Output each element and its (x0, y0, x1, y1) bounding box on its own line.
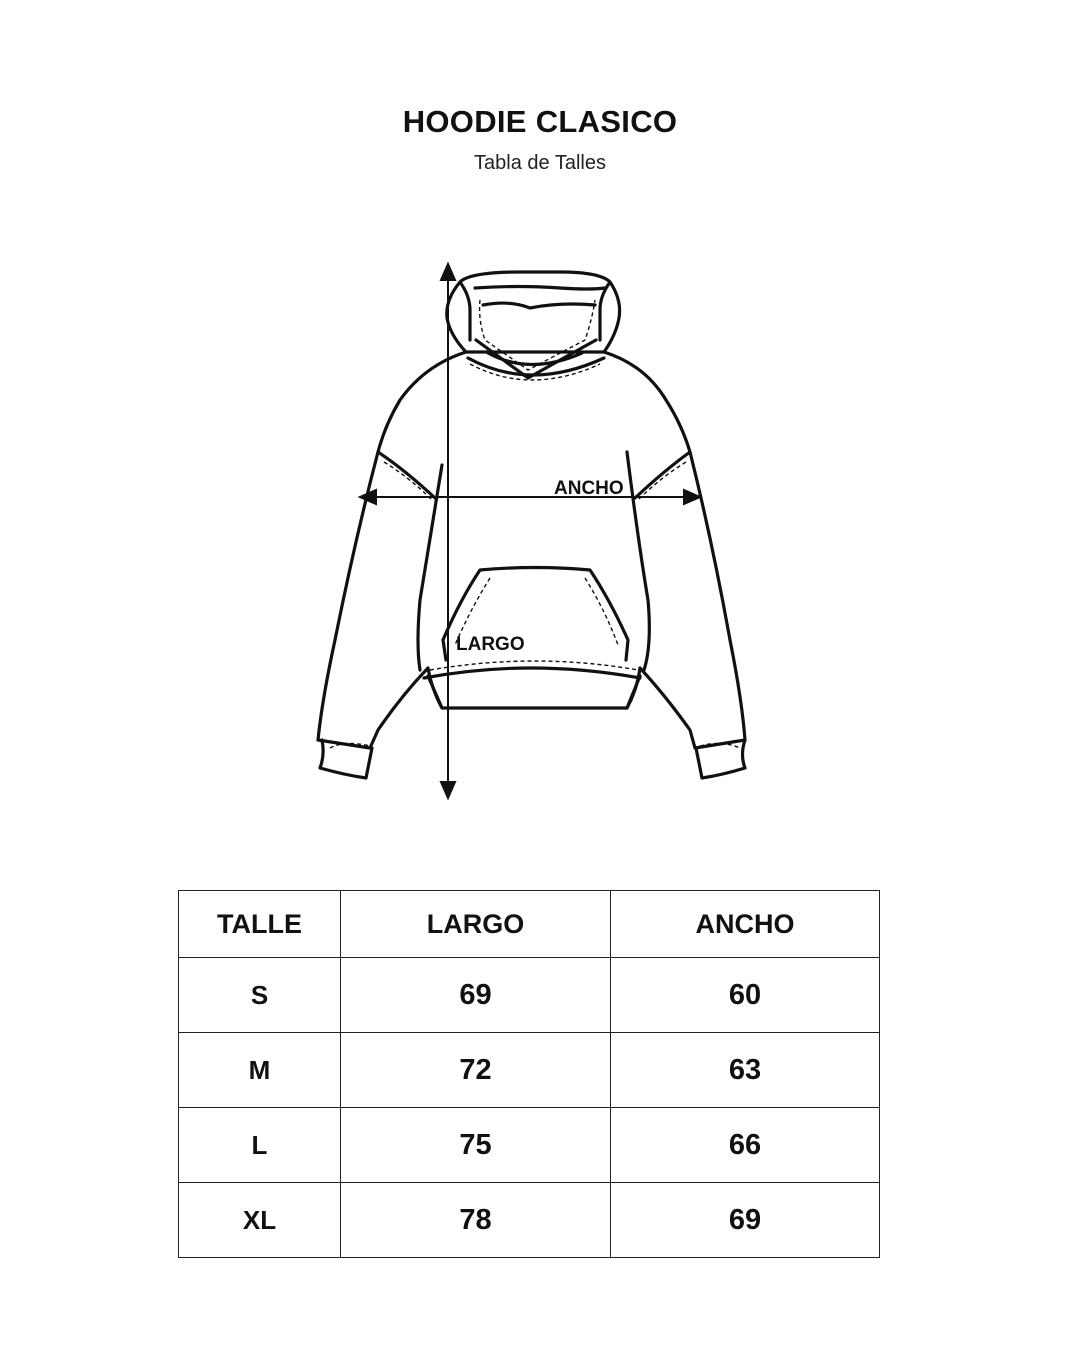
measure-arrows-icon (360, 264, 700, 798)
hoodie-outline-icon (318, 272, 745, 778)
table-row (179, 958, 880, 1033)
ancho-cell: 66 (611, 1108, 880, 1183)
size-cell: XL (179, 1183, 341, 1258)
stitch-lines-icon (330, 300, 740, 748)
table-row (179, 1033, 880, 1108)
page-subtitle: Tabla de Talles (474, 152, 606, 174)
table-header-row (179, 891, 880, 958)
header-talle: TALLE (179, 891, 341, 958)
header-largo: LARGO (341, 891, 611, 958)
page-title: HOODIE CLASICO (402, 104, 678, 139)
largo-cell: 69 (341, 958, 611, 1033)
ancho-cell: 69 (611, 1183, 880, 1258)
length-label: LARGO (456, 634, 525, 655)
size-cell: S (179, 958, 341, 1033)
size-table (178, 890, 880, 1258)
largo-cell: 78 (341, 1183, 611, 1258)
size-cell: M (179, 1033, 341, 1108)
ancho-cell: 63 (611, 1033, 880, 1108)
size-cell: L (179, 1108, 341, 1183)
table-row (179, 1183, 880, 1258)
width-label: ANCHO (554, 478, 624, 499)
ancho-cell: 60 (611, 958, 880, 1033)
table-row (179, 1108, 880, 1183)
header-ancho: ANCHO (611, 891, 880, 958)
largo-cell: 75 (341, 1108, 611, 1183)
largo-cell: 72 (341, 1033, 611, 1108)
